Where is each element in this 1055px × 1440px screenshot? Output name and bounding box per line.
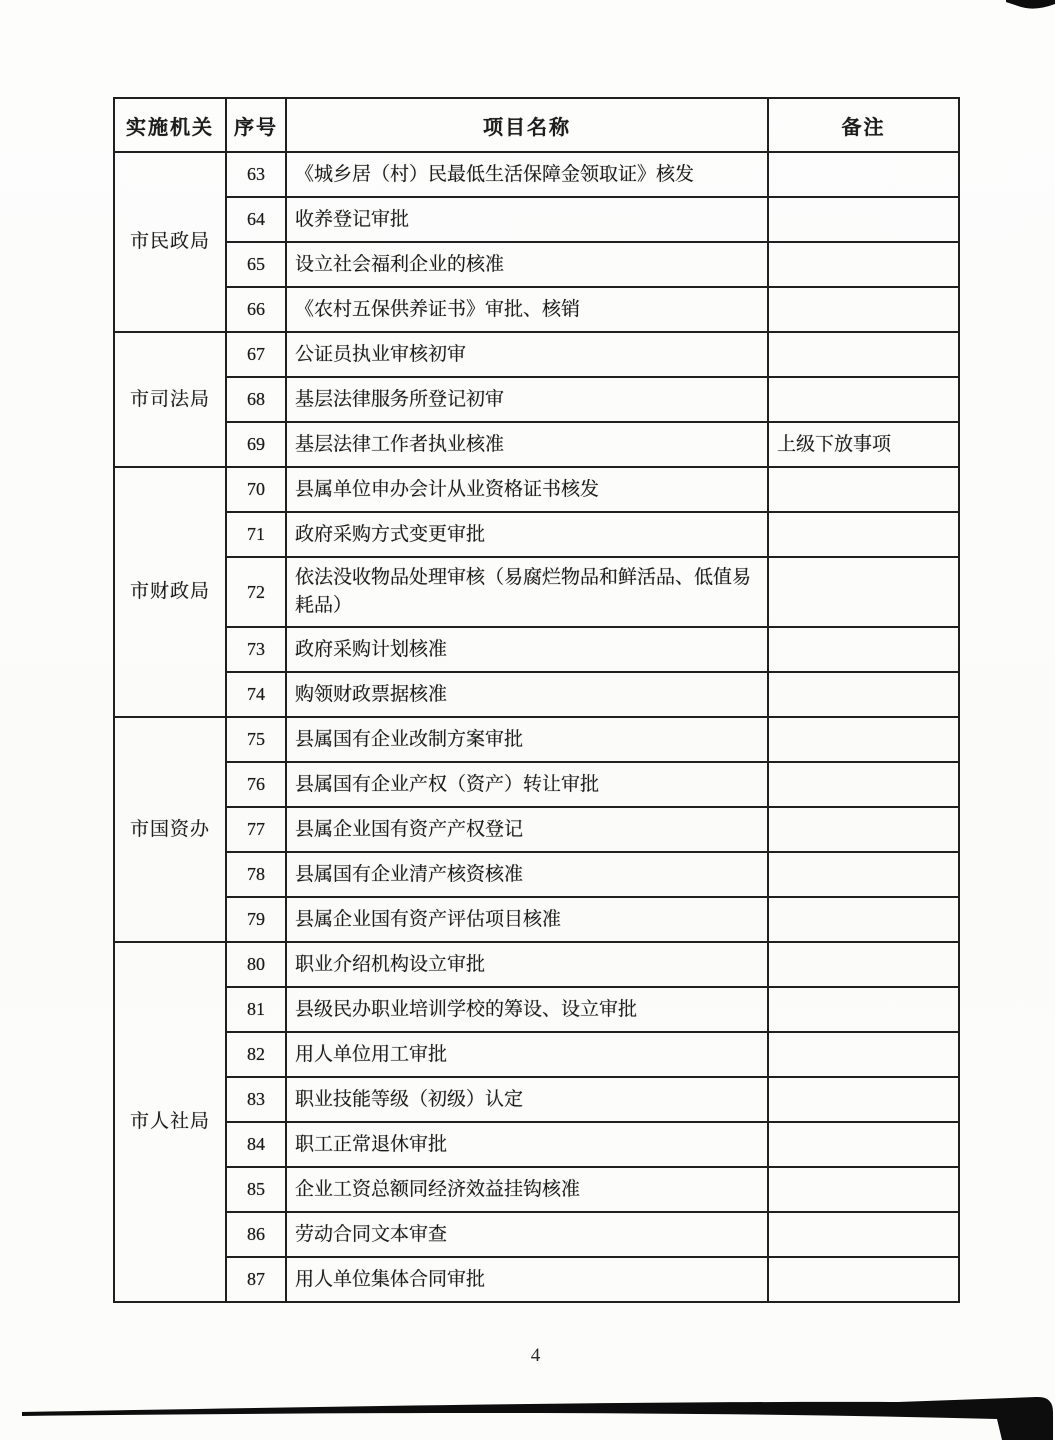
table-row (114, 1257, 959, 1302)
note-cell (768, 467, 959, 512)
table-row (114, 717, 959, 762)
note-cell (768, 942, 959, 987)
item-name-cell: 县属企业国有资产产权登记 (286, 807, 768, 852)
agency-cell: 市人社局 (114, 942, 226, 1302)
serial-cell: 76 (226, 762, 286, 807)
item-name-cell: 用人单位集体合同审批 (286, 1257, 768, 1302)
table-row (114, 377, 959, 422)
item-name-cell: 政府采购计划核准 (286, 627, 768, 672)
serial-cell: 69 (226, 422, 286, 467)
note-cell (768, 672, 959, 717)
header-agency: 实施机关 (114, 98, 226, 152)
table-row (114, 197, 959, 242)
table-row (114, 942, 959, 987)
item-name-cell: 企业工资总额同经济效益挂钩核准 (286, 1167, 768, 1212)
table-row (114, 512, 959, 557)
note-cell (768, 897, 959, 942)
note-cell (768, 242, 959, 287)
note-cell (768, 717, 959, 762)
note-cell (768, 377, 959, 422)
agency-cell: 市国资办 (114, 717, 226, 942)
serial-cell: 66 (226, 287, 286, 332)
table-row (114, 1032, 959, 1077)
item-name-cell: 购领财政票据核准 (286, 672, 768, 717)
table-row (114, 897, 959, 942)
table-row (114, 152, 959, 197)
table-row (114, 852, 959, 897)
serial-cell: 68 (226, 377, 286, 422)
table-row (114, 762, 959, 807)
note-cell (768, 557, 959, 627)
serial-cell: 73 (226, 627, 286, 672)
serial-cell: 85 (226, 1167, 286, 1212)
table-row (114, 467, 959, 512)
serial-cell: 81 (226, 987, 286, 1032)
item-name-cell: 县属国有企业清产核资核准 (286, 852, 768, 897)
item-name-cell: 收养登记审批 (286, 197, 768, 242)
serial-cell: 80 (226, 942, 286, 987)
agency-cell: 市财政局 (114, 467, 226, 717)
header-item-name: 项目名称 (286, 98, 768, 152)
item-name-cell: 《城乡居（村）民最低生活保障金领取证》核发 (286, 152, 768, 197)
note-cell (768, 197, 959, 242)
serial-cell: 82 (226, 1032, 286, 1077)
header-serial: 序号 (226, 98, 286, 152)
note-cell (768, 1212, 959, 1257)
serial-cell: 87 (226, 1257, 286, 1302)
table-row (114, 1077, 959, 1122)
serial-cell: 65 (226, 242, 286, 287)
item-name-cell: 政府采购方式变更审批 (286, 512, 768, 557)
agency-cell: 市司法局 (114, 332, 226, 467)
note-cell (768, 1032, 959, 1077)
item-name-cell: 职工正常退休审批 (286, 1122, 768, 1167)
serial-cell: 78 (226, 852, 286, 897)
table-header-row (114, 98, 959, 152)
serial-cell: 79 (226, 897, 286, 942)
serial-cell: 63 (226, 152, 286, 197)
note-cell (768, 807, 959, 852)
table-row (114, 1122, 959, 1167)
item-name-cell: 县属国有企业产权（资产）转让审批 (286, 762, 768, 807)
item-name-cell: 设立社会福利企业的核准 (286, 242, 768, 287)
note-cell (768, 852, 959, 897)
serial-cell: 86 (226, 1212, 286, 1257)
table-row (114, 1212, 959, 1257)
page-number: 4 (530, 1345, 541, 1366)
table-row (114, 557, 959, 627)
serial-cell: 71 (226, 512, 286, 557)
note-cell (768, 287, 959, 332)
serial-cell: 74 (226, 672, 286, 717)
table-row (114, 422, 959, 467)
item-name-cell: 县级民办职业培训学校的筹设、设立审批 (286, 987, 768, 1032)
item-name-cell: 基层法律服务所登记初审 (286, 377, 768, 422)
item-name-cell: 职业介绍机构设立审批 (286, 942, 768, 987)
note-cell (768, 762, 959, 807)
item-name-cell: 依法没收物品处理审核（易腐烂物品和鲜活品、低值易耗品） (286, 557, 768, 627)
item-name-cell: 劳动合同文本审查 (286, 1212, 768, 1257)
serial-cell: 64 (226, 197, 286, 242)
agency-cell: 市民政局 (114, 152, 226, 332)
note-cell (768, 152, 959, 197)
note-cell (768, 1122, 959, 1167)
table-row (114, 987, 959, 1032)
serial-cell: 75 (226, 717, 286, 762)
approval-items-table (113, 97, 960, 1303)
note-cell (768, 512, 959, 557)
table-row (114, 332, 959, 377)
item-name-cell: 职业技能等级（初级）认定 (286, 1077, 768, 1122)
scan-line-bottom-icon (22, 1397, 1053, 1440)
item-name-cell: 基层法律工作者执业核准 (286, 422, 768, 467)
item-name-cell: 《农村五保供养证书》审批、核销 (286, 287, 768, 332)
serial-cell: 72 (226, 557, 286, 627)
scan-smudge-top-right-icon (1006, 0, 1055, 9)
item-name-cell: 用人单位用工审批 (286, 1032, 768, 1077)
table-row (114, 672, 959, 717)
serial-cell: 84 (226, 1122, 286, 1167)
table-row (114, 287, 959, 332)
note-cell (768, 1257, 959, 1302)
note-cell (768, 1167, 959, 1212)
note-cell (768, 627, 959, 672)
header-note: 备注 (768, 98, 959, 152)
note-cell (768, 1077, 959, 1122)
table-row (114, 627, 959, 672)
serial-cell: 67 (226, 332, 286, 377)
item-name-cell: 公证员执业审核初审 (286, 332, 768, 377)
item-name-cell: 县属企业国有资产评估项目核准 (286, 897, 768, 942)
serial-cell: 70 (226, 467, 286, 512)
item-name-cell: 县属单位申办会计从业资格证书核发 (286, 467, 768, 512)
note-cell (768, 987, 959, 1032)
table-row (114, 242, 959, 287)
serial-cell: 83 (226, 1077, 286, 1122)
table-row (114, 1167, 959, 1212)
note-cell (768, 332, 959, 377)
table-row (114, 807, 959, 852)
serial-cell: 77 (226, 807, 286, 852)
item-name-cell: 县属国有企业改制方案审批 (286, 717, 768, 762)
note-cell: 上级下放事项 (768, 422, 959, 467)
